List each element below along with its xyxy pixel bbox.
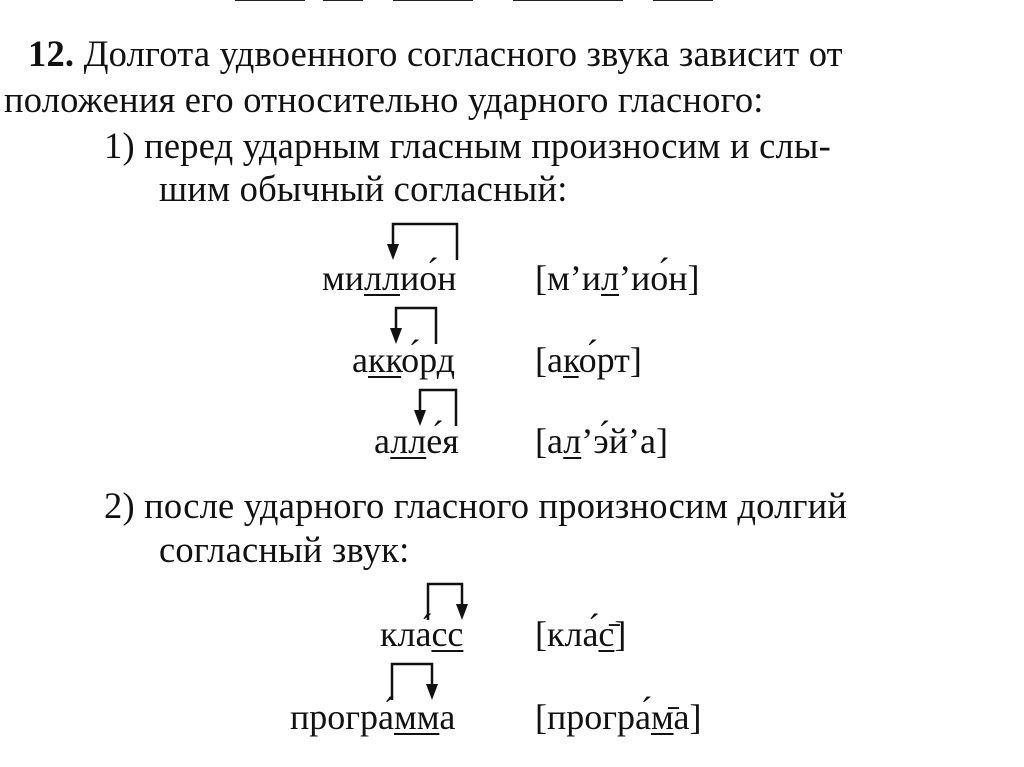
case1-text-2: шим обычный согласный: (159, 168, 568, 209)
case1-text-1: перед ударным гласным произносим и слы- (144, 125, 831, 166)
case2-text-2: согласный звук: (159, 529, 410, 570)
example-word-akkord: акко́рд (352, 340, 455, 380)
rule-number: 12. (28, 33, 75, 74)
transcription-alleya: [ал’э́й’а] (535, 421, 668, 461)
cut-off-previous-line (235, 0, 845, 4)
case2-marker: 2) (104, 485, 135, 526)
rule-text-2: положения его относительно ударного гласного: (4, 79, 764, 120)
transcription-akkord: [ако́рт] (535, 340, 642, 380)
transcription-programma: [програ́м̄а] (535, 697, 702, 737)
rule-line-1 (28, 34, 843, 74)
case1-marker: 1) (104, 125, 135, 166)
case1-line-2 (159, 169, 568, 209)
case1-line-1 (104, 126, 831, 166)
example-word-alleya: алле́я (374, 421, 459, 461)
rule-line-2 (4, 80, 764, 120)
case2-line-1 (104, 486, 847, 526)
example-word-programma: програ́мма (290, 697, 456, 737)
rule-text-1: Долгота удвоенного согласного звука зависит от (83, 33, 843, 74)
example-word-million: миллио́н (322, 258, 457, 298)
transcription-klass: [кла́с̄] (535, 614, 627, 654)
transcription-million: [м’ил’ио́н] (535, 258, 700, 298)
case2-text-1: после ударного гласного произносим долгий (144, 485, 848, 526)
case2-line-2 (159, 530, 409, 570)
example-word-klass: кла́сс (380, 614, 464, 654)
